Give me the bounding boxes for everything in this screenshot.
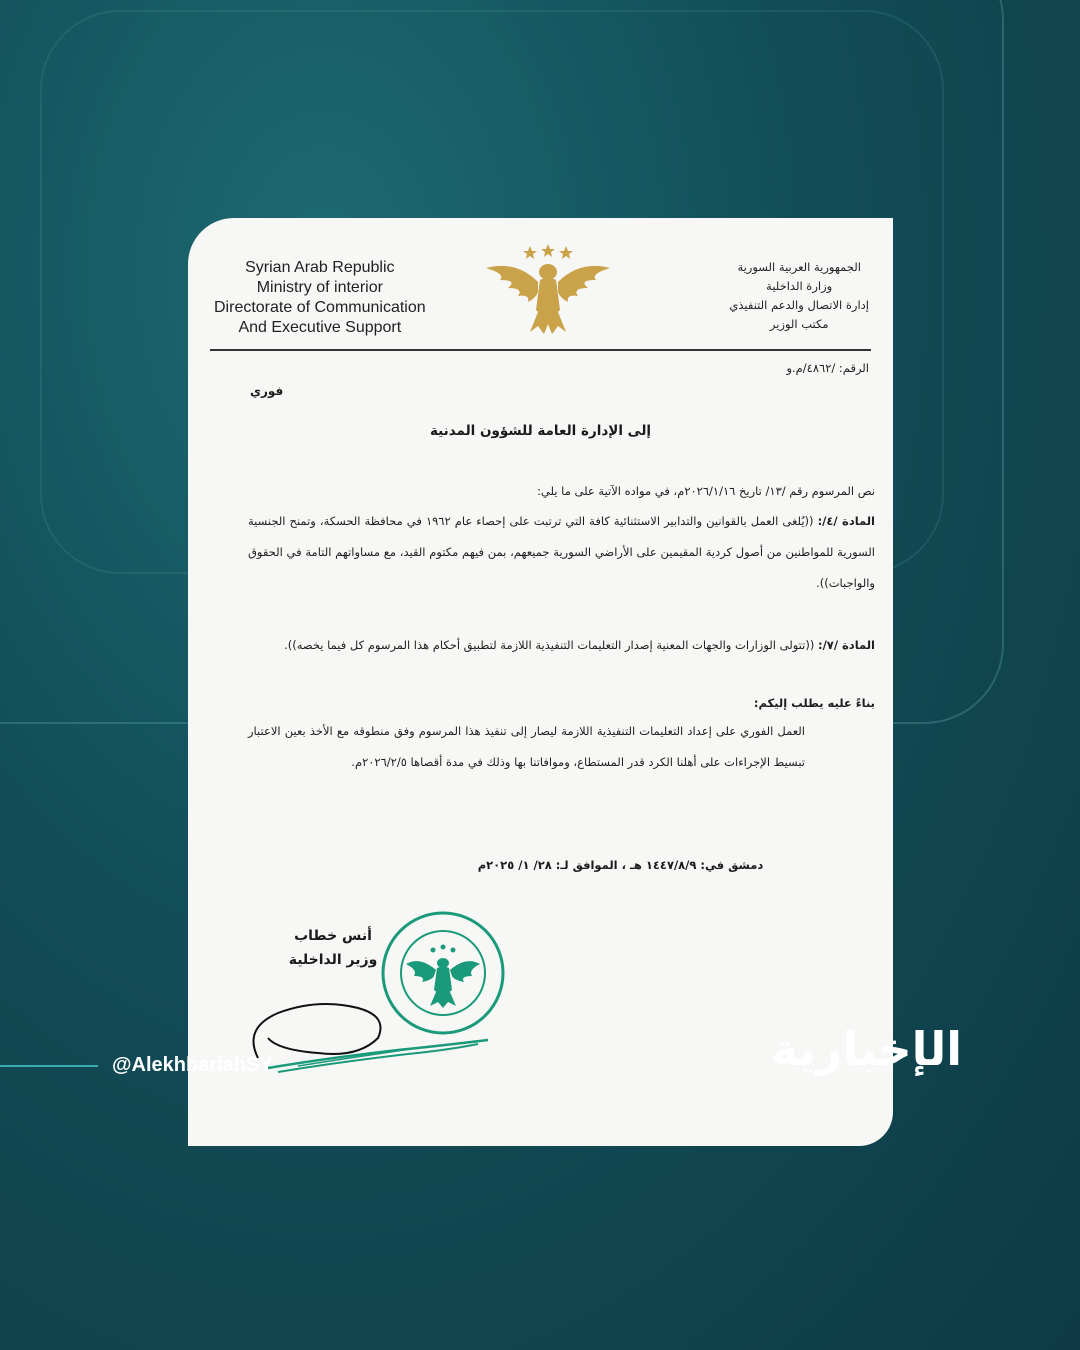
header-english [214, 258, 426, 338]
header-ar-line: وزارة الداخلية [766, 279, 833, 293]
article-4 [248, 506, 875, 599]
article-4-text: ((يُلغى العمل بالقوانين والتدابير الاستثنائية كافة التي ترتبت على إحصاء عام ١٩٦٢ في محافظة الحسكة، وتمنح الجنسية السورية للمواطنين من أصول كردية المقيمين على الأراضي السورية جميعهم، بمن فيهم مكتوم القيد، مع مساواتهم التامة في الحقوق والواجبات)). [248, 514, 875, 590]
signatory-title: وزير الداخلية [288, 952, 378, 968]
reference-number: الرقم: /٤٨٦٢/م.و [786, 361, 869, 375]
brand-logo: الإخبارية [770, 1022, 962, 1076]
header-en-line: Ministry of interior [256, 279, 383, 296]
article-7-text: ((تتولى الوزارات والجهات المعنية إصدار التعليمات التنفيذية اللازمة لتطبيق أحكام هذا المرسوم كل فيما يخصه)). [284, 638, 815, 652]
header-ar-line: مكتب الوزير [769, 317, 829, 331]
header-en-line: Syrian Arab Republic [245, 259, 395, 276]
eagle-emblem-icon [478, 240, 618, 336]
signatory-name: أنس خطاب [294, 928, 372, 944]
header-ar-line: الجمهورية العربية السورية [737, 260, 861, 274]
article-4-label: المادة /٤/: [817, 514, 876, 528]
article-7-label: المادة /٧/: [817, 638, 875, 652]
date-line: دمشق في: ١٤٤٧/٨/٩ هـ ، الموافق لـ: ٢٨/ ١/ ٢٠٢٥م [477, 858, 764, 872]
decree-intro: نص المرسوم رقم /١٣/ تاريخ ٢٠٢٦/١/١٦م، في مواده الآتية على ما يلي: [537, 484, 875, 498]
handwritten-signature-icon [238, 958, 508, 1078]
urgency-label: فوري [250, 384, 284, 398]
request-text: العمل الفوري على إعداد التعليمات التنفيذية اللازمة ليصار إلى تنفيذ هذا المرسوم وفق منطوقه مع الأخذ بعين الاعتبار تبسيط الإجراءات على أهلنا الكرد قدر المستطاع، وموافاتنا بها وذلك في مدة أقصاها ٢٠٢٦/٢/٥م. [248, 724, 805, 769]
header-en-line: And Executive Support [238, 319, 402, 336]
header-arabic [729, 258, 869, 334]
footer-accent-line [0, 1065, 98, 1067]
official-letter [188, 218, 893, 1146]
header-en-line: Directorate of Communication [214, 299, 426, 316]
request-heading: بناءً عليه يطلب إليكم: [753, 696, 875, 710]
header-divider [210, 349, 871, 351]
article-7 [248, 630, 875, 661]
header-ar-line: إدارة الاتصال والدعم التنفيذي [729, 298, 869, 312]
social-handle: @AlekhbariahSY [112, 1054, 273, 1076]
recipient-heading: إلى الإدارة العامة للشؤون المدنية [429, 423, 652, 439]
